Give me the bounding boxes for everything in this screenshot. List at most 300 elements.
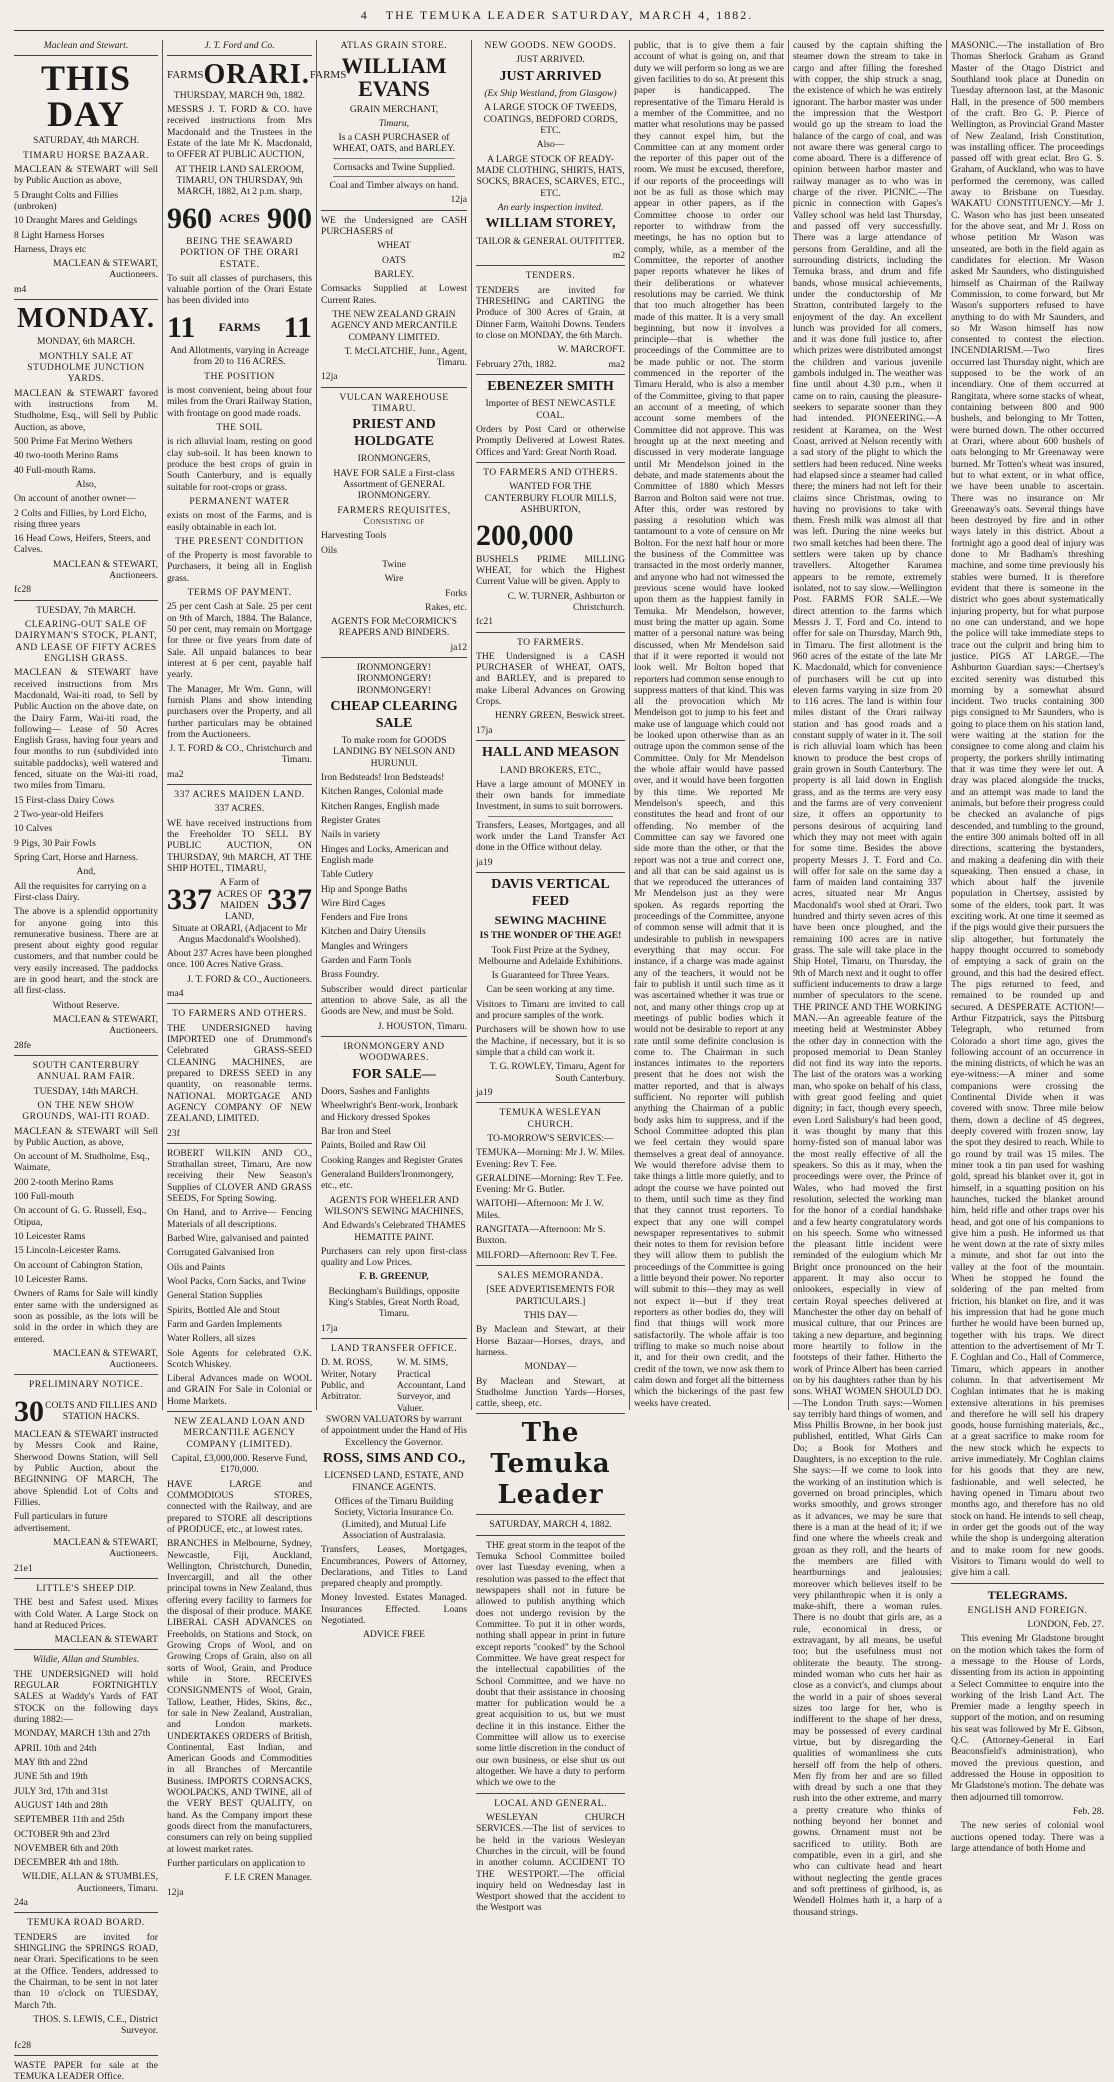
item: BARLEY.	[374, 268, 414, 280]
rule	[476, 374, 625, 375]
rule	[167, 55, 312, 56]
advert-body: GRAIN MERCHANT,	[349, 103, 439, 115]
notice-heading: TO FARMERS.	[517, 636, 584, 648]
rule	[476, 1535, 625, 1536]
advert-body: To suit all classes of purchasers, this valuable portion of the Orari Estate has been divided into	[167, 272, 312, 307]
item: Twine	[382, 558, 406, 570]
advert-body: Have a large amount of MONEY in their own hands for immediate Investment, in sums to suit borrowers.	[476, 778, 625, 813]
advert-body: Subscriber would direct particular attention to above Sale, as all the Goods are New, and must be Sold.	[321, 983, 467, 1018]
advert-body: About 237 Acres have been ploughed once. 100 Acres Native Grass.	[167, 948, 312, 971]
rule	[476, 1413, 625, 1414]
advert-body: To make room for GOODS LANDING BY NELSON AND HURUNUI.	[333, 735, 455, 769]
reserve-note: Without Reserve.	[52, 999, 120, 1011]
rule	[14, 1649, 158, 1650]
sale-heading: NEW GOODS. NEW GOODS.	[484, 40, 617, 51]
advert-body: MACLEAN & STEWART will Sell by Public Auction, as above,	[14, 1125, 158, 1148]
acres-label: A Farm of ACRES OF MAIDEN LAND,	[216, 877, 263, 923]
subheading: JUST ARRIVED.	[516, 54, 585, 66]
item: Register Grates	[321, 814, 381, 826]
rule	[476, 632, 625, 633]
item: Wheelwright's Bent-work, Ironbark and Hickory dressed Spokes	[321, 1100, 458, 1123]
notice-heading: PRELIMINARY NOTICE.	[28, 1379, 144, 1391]
advert-body: HAVE LARGE and COMMODIOUS STORES, connected with the Railway, and are prepared to STORE all descriptions of PRODUCE, etc., at lowest rates.	[167, 1478, 312, 1535]
rule	[321, 1338, 467, 1339]
advert-code: m4	[14, 283, 27, 295]
acres-label: ACRES	[219, 211, 260, 226]
item: Paints, Boiled and Raw Oil	[321, 1140, 426, 1152]
advert-body: Can be seen working at any time.	[486, 984, 615, 996]
advert-body: And Allotments, varying in Acreage from 20 to 116 ACRES.	[170, 345, 309, 368]
rule	[14, 299, 158, 300]
sale-date: TUESDAY, 7th MARCH.	[36, 604, 136, 616]
sale-venue: ON THE NEW SHOW GROUNDS, WAI-ITI ROAD.	[22, 1099, 150, 1123]
sale-heading: CLEARING-OUT SALE OF DAIRYMAN'S STOCK, PLANT, AND LEASE OF FIFTY ACRES ENGLISH GRASS.	[14, 619, 158, 664]
merchant-name: ROSS, SIMS AND CO.,	[322, 1450, 466, 1466]
advert-body: Cornsacks Supplied at Lowest Current Rates.	[321, 283, 467, 306]
item: Oils and Paints	[167, 1261, 226, 1273]
signature: MACLEAN & STEWART, Auctioneers.	[52, 1014, 158, 1037]
advert-code: ma2	[167, 768, 184, 780]
acreage-number: 337	[167, 883, 212, 917]
rule	[167, 1003, 312, 1004]
advert-body: (Ex Ship Westland, from Glasgow)	[484, 88, 617, 100]
advert-body: WANTED FOR THE CANTERBURY FLOUR MILLS, ASHBURTON,	[484, 481, 617, 515]
advert-code: fc21	[476, 616, 494, 628]
dateline: Feb. 28.	[1072, 1805, 1104, 1817]
farms-row	[167, 310, 312, 345]
item: Spring Cart, Horse and Harness.	[14, 851, 139, 863]
column-rule	[316, 40, 317, 1410]
date-item: JULY 3rd, 17th and 31st	[14, 1785, 108, 1797]
notice-date: February 27th, 1882.	[476, 358, 557, 370]
column-7	[951, 40, 1104, 1854]
memo-heading: SALES MEMORANDA.	[497, 1270, 604, 1282]
item: 8 Light Harness Horses	[14, 229, 105, 241]
agent-heading: Maclean and Stewart.	[43, 40, 129, 51]
item: Garden and Farm Tools	[321, 955, 412, 967]
signature: J. T. FORD & CO., Auctioneers.	[187, 973, 312, 985]
service-item: WAITOHI—Afternoon: Mr J. W. Miles.	[476, 1198, 604, 1221]
rule	[321, 387, 467, 388]
advert-body: Liberal Advances made on WOOL and GRAIN For Sale in Colonial or Home Markets.	[167, 1373, 312, 1407]
also-label: Also—	[536, 139, 565, 151]
subheading: FARMERS REQUISITES, Consisting of	[337, 504, 451, 527]
item: OATS	[382, 254, 406, 266]
news-text: caused by the captain shifting the steamer down the stream to take in cargo and after filling the foreshed with copper, the ship struck a snag, the existence of which he was entirely ignorant. The harbor master was under the impression that the Westport would go up the stream to load the balance of the cargo of coal, and was not aware there was general cargo to come aboard. There is a difference of opinion between harbor master and railway manager as to who was in charge of the river. PICNIC.—The picnic in connection with Gapes's Valley school was held last Thursday, and passed off very successfully. There was a large attendance of persons from Geraldine, and all the surrounding districts, including the Temuka brass, and drum and fife bands, whose musical achievements, under the conductorship of Mr Stratton, contributed largely to the enjoyment of the day. An excellent lunch was provided for all comers, and it was done full justice to, after which prizes were distributed amongst the children and various juvenile gambols indulged in. The weather was fine until about 4.30 p.m., when it came on to rain, causing the pleasure-seekers to separate sooner than they had intended. PIONEERING.—A resident at Karamea, on the West Coast, arrived at Nelson recently with a sad story of the plight to which the settlers had been reduced. Nine weeks had elapsed since a steamer had called there; the miners had not left for their claims since Christmas, owing to having no provisions to take with them. Fresh milk was almost all that was left. During the nine weeks but two small ketches had been there. The settlers were taken up by chance travellers. Altogether Karamea appears to be remote, extremely isolated, not to say slow.—Wellington Post. FARMS FOR SALE.—We direct attention to the farms which Messrs J. T. Ford and Co. intend to offer for sale on Thursday, March 9th, in Timaru. The first allotment is the 960 acres of the estate of the late Mr K. Macdonald, which for convenience of purchasers will be cut up into eleven farms varying in size from 20 to 116 acres. The land is within four miles distant of the Orari railway station and has good roads and a constant supply of water in it. The soil is rich alluvial loam which has been known to produce the best crops of grain grown in South Canterbury. The property is all laid down in English grass, and as the terms are very easy and the farms are of very convenient size, it offers an opportunity to persons desirous of acquiring land which they may not meet with again for some time. Besides the above property Messrs J. T. Ford and Co. will offer for sale on the same day a farm of maiden land containing 337 acres, situated near Mr Angus Macdonald's wool shed at Orari. Two hundred and thirty seven acres of this have been once ploughed, and the remaining 100 acres are in native grass. The sale will take place in the Ship Hotel, Timaru, on Thursday, the 9th of March next and it ought to offer sufficient inducements to draw a large number of speculators to the scene. THE PRINCE AND THE WORKING MAN.—An agreeable feature of the meeting held at Westminster Abbey the other day in connection with the proposed memorial to Dean Stanley did not find its way into the reports. The last of the orators was a working man, who spoke on behalf of his class, with great good feeling and quiet dignity; in fact, though every speech, even Lord Salisbury's had been good, it was thought by many that this horny-fisted son of manual labor was the most really effective of all the speakers. So this as it may, when the proceedings were over, the Prince of Wales, who had moved the first resolution, selected the working man for the honor of a cordial handshake and a few hearty congratulatory words on his speech. Some who witnessed the pleasant little incident were reminded of the eulogium which Mr Bright once pronounced on the heir apparent. It may also occur to onlookers, especially in view of certain Royal speeches delivered at Manchester the other day on behalf of musical culture, that our Princes are taking a new departure, and beginning more heartily to follow in the footsteps of their father. Hitherto the work of Prince Albert has been carried on by his daughters rather than by his sons. WHAT WOMEN SHOULD DO.—The London Truth says:—Women say terribly hard things of women, and Miss Phillis Browne, in her book just published, entitled, What Girls Can Do; a Book for Mothers and Daughters, is no exception to the rule. She says:—If we come to look into the working of an institution which is governed on broad principles, which works smoothly, and grows stronger as it advances, we may be sure that there is a man at the head of it; if we find one where the wheels creak and groan as they roll, and the hearts of the members are filled with heartburnings and jealousies; moreover which believes itself to be very philanthropic when it is only a make-shift, there a woman rules. There is no doubt that girls are, as a rule, economical in dress, or extravagant, by all means, be useful too; but the usefulness must not obliterate the beauty. The strong-minded woman who cuts her hair as close as a convict's, and clumps about the world in a pair of shoes several sizes too large for her, who is indifferent to the shape of her dress, may be possessed of every cardinal virtue, but by disregarding the qualities of womanliness she cuts herself off from the help of others. Men fly from her and are so filled with dread by such a one that they rush into the other extreme, and marry a pretty creature who thinks of nothing beyond her bonnet and gowns. Ornament must not be sacrificed to utility. Both are compatible, even in a girl, and she who can cultivate head and heart without neglecting the gentle graces and soft prettiness of girlhood, is, as Wendell Holmes hath it, a harp of a thousand strings.	[793, 40, 942, 1918]
advert-body: TAILOR & GENERAL OUTFITTER.	[476, 235, 625, 247]
signature: MACLEAN & STEWART, Auctioneers.	[52, 558, 158, 582]
product-heading: LITTLE'S SHEEP DIP.	[36, 1582, 136, 1594]
place-label: Timaru,	[378, 117, 410, 129]
date-item: JUNE 5th and 19th	[14, 1771, 88, 1783]
sale-date: TUESDAY, 14th MARCH.	[33, 1085, 139, 1097]
advert-code: 28fe	[14, 1039, 32, 1051]
column-rule	[629, 40, 630, 1410]
item: Corrugated Galvanised Iron	[167, 1247, 275, 1259]
orari-heading-row	[167, 59, 347, 91]
capital-line: Capital, £3,000,000. Reserve Fund, £170,000.	[171, 1453, 308, 1476]
merchant-name: WILLIAM STOREY,	[485, 216, 616, 232]
signature: MACLEAN & STEWART	[54, 1634, 158, 1646]
advert-body: By Maclean and Stewart, at Studholme Junction Yards—Horses, cattle, sheep, etc.	[476, 1375, 625, 1410]
item: Water Rollers, all sizes	[167, 1333, 256, 1345]
item: Kitchen Ranges, English made	[321, 800, 440, 812]
rule	[476, 1514, 625, 1515]
signature: MACLEAN & STEWART, Auctioneers.	[52, 1536, 158, 1560]
editorial-text: public, that is to give them a fair account of what is going on, and that duty we will perform so long as we are given facilities to do so. At present this paper is handicapped. The representative of the Timaru Herald is a member of the Committee, and no matter what resolutions may be passed they cannot expel him, but the Committee can at any moment order the reporter of this paper out of the room. We must be excused, therefore, if our reports of the proceedings will not be as full as those which may appear in other papers, as if the Committee choose to order our reporter to withdraw from the meetings, he has no option but to comply, while, as a member of the Committee, the reporter of another paper reports whatever he likes of their deliberations or whatever resolutions may be carried. We think that too much altogether has been made of this matter. It is a very small beginning, but now it involves a principle—that is whether the proceedings of the Committee are to be made public or not. The storm commenced in the reporter of the Timaru Herald, who is also a member of the Committee, giving to that paper an account of a meeting, of which account some members of the Committee did not approve. This was brought up at the next meeting and discussed in very moderate language until Mr Mendelson joined in the debate, and made statements about the Committee of 1880 which Messrs Barron and Bolton said were not true. After this, order was restored by passing a resolution which was tantamount to a vote of censure on Mr Bolton. For the next half hour or more the business of the Committee was transacted in the most orderly manner, and anyone who had not witnessed the previous scene would have looked upon them as the happiest family in Temuka. Mr Mendelson, however, must bring the matter up again. Some matter of a personal nature was being discussed, when Mr Mendelson said that if it were reported it would not look well. Mr Bolton hoped that reporters had common sense enough to suppress matters of that kind. This was all the provocation which Mr Mendelson got to jump to his feet and make use of language which could not be looked upon otherwise than as an outrage upon the common sense of the Committee. Only for Mr Mendelson the whole affair would have passed over, and it would have been forgotten by this time. We reported Mr Mendelson's speech, and this constitutes the head and front of our offending. No member of the Committee can say we favored one side more than the other, or that the report was not a true and correct one, and all that can be said against us is that we reproduced the utterances of Mr Mendelson just as they were spoken. As regards reporting the proceedings of the Committee, anyone of common sense will admit that it is undesirable to publish in newspapers everything that may occur. For instance, if a charge was made against any of the teachers, it would not be fair to publish it until such time as it was ascertained whether it was true or not, and many other things crop up at meetings of public bodies which it would not be desirable to report at any rate until some definite conclusion is come to. The Chairman in such instances intimates to the reporters present that he does not wish the matter reported, and that is always sufficient. No reporter will publish anything the Chairman of a public body asks him to suppress, and if the School Committee adopted this plan we feel certain they would spare themselves a great deal of annoyance. We would therefore advise them to take things a little more quietly, and to adopt the course we have pointed out to them, until such time as they find that they cannot trust reporters. To expect that any one will compel newspaper representatives to submit their notes to them for revision before they will allow them to publish the proceedings of the Committee is going a little beyond their power. No reporter will submit to this—they may as well not expect it—but if they treat reporters as other bodies do, they will find that things will work more satisfactorily. The whole affair is too trifling to make so much noise about it, and for their own credit, and the credit of the town, we now ask them to calm down and forget all the bitterness which the bickerings of the past few weeks have created.	[634, 40, 784, 1409]
column-6	[793, 40, 942, 1918]
item: Farm and Garden Implements	[167, 1318, 282, 1330]
advert-body: is rich alluvial loam, resting on good clay sub-soil. It has been known to produce the best crops of grain in South Canterbury, and is equally suitable for root-crops or grass.	[167, 436, 312, 493]
advert-body: The Manager, Mr Wm. Gunn, will furnish Plans and show intending purchasers over the Property, and all further particulars may be obtained from the Auctioneers.	[167, 683, 312, 740]
column-rule	[471, 40, 472, 1410]
advert-code: ma4	[167, 988, 184, 1000]
advert-body: BRANCHES in Melbourne, Sydney, Newcastle, Fiji, Auckland, Wellington, Christchurch, Dunedin, Invercargill, and all the other principal towns in New Zealand, thus offering every facility to farmers for the disposal of their produce. MAKE LIBERAL CASH ADVANCES on Freeholds, on Stations and Stock, on Growing Crops of Wool, and on Growing Crops of Grain, also on all sorts of Wool, Grain, and Produce while in Store. RECEIVES CONSIGNMENTS of Wool, Grain, Tallow, Leather, Hides, Skins, &c., for sale in New Zealand, Australian, and London markets. UNDERTAKES ORDERS of British, Continental, East Indian, and American Goods and Commodities in all Branches of Mercantile Business. IMPORTS CORNSACKS, WOOLPACKS, AND TWINE, all of the VERY BEST QUALITY, on hand. As the Company import these goods direct from the manufacturers, consumers can rely on being supplied at lowest market rates.	[167, 1538, 312, 1855]
advert-body: MACLEAN & STEWART instructed by Messrs Cook and Raine, Sherwood Downs Station, will Sell by Public Auction, about the BEGINNING OF MARCH, The above Splendid Lot of Colts and Fillies.	[14, 1429, 158, 1509]
advert-body: All the requisites for carrying on a First-class Dairy.	[14, 880, 147, 903]
monday-heading: MONDAY.	[17, 303, 155, 335]
company-heading: THE NEW ZEALAND GRAIN AGENCY AND MERCANTILE COMPANY LIMITED.	[330, 308, 458, 343]
column-3	[321, 40, 468, 1641]
advert-body: Purchasers can rely upon first-class quality and Low Prices.	[321, 1245, 467, 1269]
item: Iron Bedsteads! Iron Bedsteads!	[321, 772, 445, 783]
sale-heading: JUST ARRIVED	[499, 68, 602, 84]
rule	[476, 462, 625, 463]
advert-body: MACLEAN & STEWART favored with instructions from M. Studholme, Esq., will Sell by Public Auction, as above,	[14, 387, 158, 433]
advert-body: exists on most of the Farms, and is easily obtainable in each lot.	[167, 510, 312, 533]
column-rule	[788, 40, 789, 1410]
store-heading: VULCAN WAREHOUSE TIMARU.	[339, 391, 449, 415]
advert-body: Money Invested. Estates Managed. Insurances Effected. Loans Negotiated.	[321, 1592, 467, 1627]
sale-heading: 337 ACRES MAIDEN LAND.	[174, 789, 305, 801]
advert-body: Transfers, Leases, Mortgages, and all work under the Land Transfer Act done in the Office without delay.	[476, 819, 625, 854]
advert-body: ROBERT WILKIN AND CO., Strathallan street, Timaru, Are now receiving their New Season's Supplies of CLOVER AND GRASS SEEDS, For Spring Sowing.	[167, 1147, 312, 1205]
item: Brass Foundry.	[321, 969, 380, 981]
subheading: TO-MORROW'S SERVICES:—	[487, 1132, 614, 1144]
partner-name: D. M. ROSS, Writer, Notary Public, and Arbitrator.	[321, 1357, 377, 1403]
advert-body: is most convenient, being about four miles from the Orari Railway Station, with frontage on good made roads.	[167, 385, 312, 419]
also-label: Also,	[75, 478, 97, 490]
farms-label: FARMS	[309, 68, 347, 81]
signature: J. T. FORD & CO., Christchurch and Timaru.	[169, 743, 312, 766]
merchant-name: F. B. GREENUP,	[359, 1271, 429, 1283]
subheading: THE POSITION	[204, 370, 275, 382]
signature: MACLEAN & STEWART, Auctioneers.	[52, 1347, 158, 1371]
column-1	[14, 40, 158, 2082]
rule	[167, 784, 312, 785]
item: 40 Full-mouth Rams.	[14, 464, 96, 476]
rule	[476, 265, 625, 266]
advert-body: TENDERS are invited for SHINGLING the SPRINGS ROAD, near Orari. Specifications to be seen at the Office. Tenders, addressed to the Chairman, to be sent in not later than 10 o'clock on TUESDAY, March 7th.	[14, 1931, 158, 2011]
orari-heading: ORARI.	[203, 59, 310, 91]
item: 15 First-class Dairy Cows	[14, 794, 114, 806]
item: 2 Colts and Fillies, by Lord Elcho, rising three years	[14, 507, 147, 530]
item: Barbed Wire, galvanised and painted	[167, 1233, 309, 1245]
sale-heading: IRONMONGERY AND WOODWARES.	[343, 1040, 445, 1064]
rule	[333, 176, 455, 177]
advert-body: MACLEAN & STEWART will Sell by Public Auction as above,	[14, 163, 158, 187]
date-item: APRIL 10th and 24th	[14, 1742, 97, 1754]
advert-body: MESSRS J. T. FORD & CO. have received instructions from Mrs Macdonald and the Trustees in the Estate of the late Mr K. Macdonald, to OFFER AT PUBLIC AUCTION,	[167, 104, 312, 161]
rule	[14, 1055, 158, 1056]
account-label: On account of M. Studholme, Esq., Waimate,	[14, 1151, 150, 1174]
item: Nails in variety	[321, 829, 381, 841]
item: 15 Lincoln-Leicester Rams.	[14, 1245, 121, 1257]
item: Mangles and Wringers	[321, 940, 408, 952]
sale-venue: TIMARU HORSE BAZAAR.	[23, 149, 149, 161]
subheading: THE PRESENT CONDITION	[175, 535, 304, 547]
colts-heading: COLTS AND FILLIES AND STATION HACKS.	[45, 1400, 157, 1423]
advert-code: 17ja	[476, 724, 493, 736]
item: Wire	[384, 573, 404, 585]
item: Hip and Sponge Baths	[321, 883, 408, 895]
item: General Station Supplies	[167, 1290, 263, 1302]
office-heading: LAND TRANSFER OFFICE.	[330, 1343, 458, 1355]
advert-code: fc28	[14, 584, 32, 596]
date-item: NOVEMBER 6th and 20th	[14, 1842, 119, 1854]
date-item: MAY 8th and 22nd	[14, 1756, 88, 1768]
advert-code: ja19	[476, 1086, 493, 1098]
merchant-name: PRIEST AND HOLDGATE	[352, 417, 436, 449]
item: Hinges and Locks, American and English made	[321, 843, 449, 866]
advert-body: A LARGE STOCK OF READY-MADE CLOTHING, SHIRTS, HATS, SOCKS, BRACES, SCARVES, ETC., ETC.	[476, 153, 625, 199]
item: Table Cutlery	[321, 869, 374, 881]
item: 10 Leicester Rams.	[14, 1273, 88, 1285]
sale-venue: MONTHLY SALE AT STUDHOLME JUNCTION YARDS.	[27, 350, 145, 385]
rule	[167, 1143, 312, 1144]
section-heading: LOCAL AND GENERAL.	[494, 1797, 607, 1809]
advert-body: WE have received instructions from the Freeholder TO SELL BY PUBLIC AUCTION, ON THURSDAY, 9th MARCH, AT THE SHIP HOTEL, TIMARU,	[167, 817, 312, 874]
dateline: LONDON, Feb. 27.	[1027, 1618, 1104, 1630]
advert-body: LAND BROKERS, ETC.,	[499, 764, 601, 776]
rule	[14, 1374, 158, 1375]
item: 200 2-tooth Merino Rams	[14, 1176, 114, 1188]
item: Rakes, etc.	[425, 601, 467, 613]
item: 10 Leicester Rams	[14, 1231, 86, 1243]
subheading: TERMS OF PAYMENT.	[187, 587, 292, 599]
sale-heading: 337 ACRES.	[214, 803, 265, 815]
rule	[321, 1036, 467, 1037]
rule	[488, 816, 613, 817]
advert-body: AGENTS FOR WHEELER AND WILSON'S SEWING MACHINES,	[324, 1194, 464, 1217]
item: 16 Head Cows, Heifers, Steers, and Calves.	[14, 533, 151, 556]
advert-body: IRONMONGERS,	[357, 453, 431, 465]
service-item: RANGITATA—Afternoon: Mr S. Buxton.	[476, 1224, 606, 1247]
date-item: AUGUST 14th and 28th	[14, 1799, 108, 1811]
item: WHEAT	[377, 240, 411, 252]
advert-code: 24a	[14, 1897, 28, 1909]
signature: WILDIE, ALLAN & STUMBLES, Auctioneers, Timaru.	[22, 1871, 158, 1894]
column-4	[476, 40, 625, 1914]
issue-date: SATURDAY, MARCH 4, 1882.	[489, 1519, 612, 1531]
rule	[321, 657, 467, 658]
rule	[14, 600, 158, 601]
advert-code: 12ja	[321, 371, 338, 383]
item: Generaland Builders'Ironmongery, etc., etc.	[321, 1168, 454, 1192]
editorial-text: THE great storm in the teapot of the Temuka School Committee boiled over last Tuesday evening, when a resolution was passed to the effect that newspapers shall not in future be allowed to publish anything which does not undergo revision by the Committee. To put it in other words, nothing shall appear in print in future except reports "cooked" by the School Committee. We have great respect for the intellectual capabilities of the School Committee, and we have no doubt that their assistance in choosing matter for publication would be a great acquisition to us, but we must decline it in this instance. Either the Committee will allow us to exercise some little discretion in the conduct of our own business, or else shut us out altogether. We have a duty to perform which we owe to the	[476, 1539, 625, 1789]
newspaper-nameplate: The Temuka Leader	[490, 1418, 611, 1510]
item: Cooking Ranges and Register Grates	[321, 1154, 463, 1166]
advert-body: Transfers, Leases, Mortgages, Encumbrances, Powers of Attorney, Declarations, and Titles to Land prepared cheaply and promptly.	[321, 1544, 467, 1590]
item: Wool Packs, Corn Sacks, and Twine	[167, 1275, 306, 1287]
signature: T. McCLATCHIE, Junr., Agent, Timaru.	[344, 345, 467, 369]
section-heading: TELEGRAMS.	[987, 1587, 1068, 1602]
news-text: This evening Mr Gladstone brought on the motion which takes the form of a message to the House of Lords, dissenting from its action in appointing a Select Committee to enquire into the working of the Irish Land Act. The Premier made a lengthy speech in support of the motion, and on resuming his seat was followed by Mr E. Gibson, Q.C. (Attorney-General in Earl Beaconsfield's administration), who moved the previous question, and addressed the House in opposition to Mr Gladstone's motion. The debate was then adjourned till tomorrow.	[951, 1633, 1104, 1803]
subheading: THE SOIL	[216, 422, 263, 434]
estate-heading: BEING THE SEAWARD PORTION OF THE ORARI ESTATE.	[180, 235, 299, 270]
item: Harvesting Tools	[321, 530, 387, 542]
sale-heading: IRONMONGERY! IRONMONGERY! IRONMONGERY!	[356, 662, 432, 696]
advert-body: WE the Undersigned are CASH PURCHASERS of	[321, 214, 467, 237]
farms-number: 11	[283, 310, 312, 344]
service-item: TEMUKA—Morning: Mr J. W. Miles. Evening: Rev T. Fee.	[476, 1147, 625, 1170]
sale-venue: AT THEIR LAND SALEROOM, TIMARU, ON THURSDAY, 9th MARCH, 1882, At 2 p.m. sharp,	[175, 163, 304, 198]
bushels-row	[476, 518, 625, 553]
signature: C. W. TURNER, Ashburton or Christchurch.	[507, 590, 625, 613]
advert-body: THE UNDERSIGNED having IMPORTED one of Drummond's Celebrated GRASS-SEED CLEANING MACHINES, are prepared to DRESS SEED in any quantity, on reasonable terms. NATIONAL MORTGAGE AND AGENCY COMPANY OF NEW ZEALAND, LIMITED.	[167, 1022, 312, 1125]
agent-heading: J. T. Ford and Co.	[204, 40, 275, 51]
rule	[476, 1265, 625, 1266]
advert-code: fc28	[14, 2039, 32, 2051]
advert-body: Situate at ORARI, (Adjacent to Mr Angus Macdonald's Woolshed).	[172, 922, 307, 945]
item: Spirits, Bottled Ale and Stout	[167, 1304, 280, 1316]
acreage-number: 900	[267, 201, 312, 235]
advert-body: Visitors to Timaru are invited to call and procure samples of the work.	[476, 998, 625, 1022]
item: Wire Bird Cages	[321, 897, 386, 909]
advert-body: Offices of the Timaru Building Society, Victoria Insurance Co. (Limited), and Mutual Life Association of Australasia.	[334, 1495, 454, 1541]
item: Doors, Sashes and Fanlights	[321, 1086, 430, 1098]
advert-body: Orders by Post Card or otherwise Promptly Delivered at Lowest Rates. Offices and Yard: Great North Road.	[476, 424, 625, 458]
bushels-number: 200,000	[476, 519, 574, 553]
advert-body: A LARGE STOCK OF TWEEDS, COATINGS, BEDFORD CORDS, ETC.	[483, 102, 618, 137]
rule	[476, 1793, 625, 1794]
advert-body: Full particulars in future advertisement.	[14, 1511, 108, 1534]
item: 9 Pigs, 30 Pair Fowls	[14, 837, 96, 849]
colts-heading-row	[14, 1394, 158, 1429]
advert-body: Importer of BEST NEWCASTLE COAL.	[485, 398, 616, 421]
notice-heading: TO FARMERS AND OTHERS.	[483, 466, 618, 478]
advert-body: Coal and Timber always on hand.	[329, 180, 459, 192]
acres-row	[167, 877, 312, 922]
partner-name: W. M. SIMS, Practical Accountant, Land Surveyor, and Valuer.	[396, 1357, 466, 1414]
store-heading: ATLAS GRAIN STORE.	[340, 40, 448, 51]
sale-date: THURSDAY, MARCH 9th, 1882.	[173, 89, 306, 101]
item: 100 Full-mouth	[14, 1191, 74, 1203]
this-day-heading: THIS DAY	[40, 58, 132, 135]
rule	[321, 210, 467, 211]
merchant-name: EBENEZER SMITH	[487, 378, 614, 394]
advert-code: ja19	[476, 856, 493, 868]
rule	[14, 1912, 158, 1913]
rule	[14, 2055, 158, 2056]
advert-body: THE Undersigned is a CASH PURCHASER of WHEAT, OATS, and BARLEY, and is prepared to make Liberal Advances on Growing Crops.	[476, 650, 625, 708]
acreage-number: 337	[267, 883, 312, 917]
product-heading: SEWING MACHINE	[494, 913, 607, 928]
item: 5 Draught Colts and Fillies (unbroken)	[14, 189, 118, 212]
item: Fenders and Fire Irons	[321, 912, 408, 924]
account-label: On account of Cabington Station,	[14, 1259, 143, 1271]
item: Harness, Drays etc	[14, 243, 87, 255]
advert-code: 17ja	[321, 1322, 338, 1334]
advert-body: On Hand, and to Arrive— Fencing Materials of all descriptions.	[167, 1207, 312, 1230]
acreage-number: 960	[167, 201, 212, 235]
notice-heading: TO FARMERS AND OTHERS.	[172, 1008, 307, 1020]
advert-body: Further particulars on application to	[167, 1857, 306, 1869]
rule	[14, 1578, 158, 1579]
advert-body: WASTE PAPER for sale at the TEMUKA LEADER Office.	[14, 2059, 158, 2082]
advert-body: Beckingham's Buildings, opposite King's Stables, Great North Road, Timaru.	[328, 1285, 460, 1320]
merchant-name: WILLIAM EVANS	[341, 53, 447, 102]
signature: MACLEAN & STEWART, Auctioneers.	[52, 258, 158, 281]
advert-body: HAVE FOR SALE a First-class Assortment of GENERAL IRONMONGERY.	[333, 467, 455, 502]
signature: T. G. ROWLEY, Timaru, Agent for South Canterbury.	[489, 1061, 625, 1084]
column-rule	[162, 40, 163, 1410]
rule	[476, 1102, 625, 1103]
rule	[476, 872, 625, 873]
notice-heading: TENDERS.	[525, 270, 576, 282]
colts-number: 30	[14, 1394, 44, 1428]
farms-label: FARMS	[167, 68, 204, 81]
sale-heading: CHEAP CLEARING SALE	[330, 699, 458, 731]
subheading: MONDAY—	[524, 1361, 577, 1373]
advert-code: 12ja	[450, 194, 467, 206]
item: Oils	[321, 544, 337, 556]
page-number: 4	[360, 8, 369, 22]
advert-code: m2	[612, 250, 625, 262]
item: 40 two-tooth Merino Rams	[14, 450, 119, 462]
item: 10 Calves	[14, 823, 53, 835]
advert-body: of the Property is most favorable to Purchasers, it being all in English grass.	[167, 550, 312, 584]
partners-row	[321, 1357, 467, 1414]
masthead-rule	[14, 30, 1104, 31]
advert-body: The above is a splendid opportunity for anyone going into this remunerative business. There are at present about eighty good regular customers, and that number could be very easily increased. The paddocks are in good heart, and the stock are all first-class.	[14, 906, 158, 997]
signature: W. MARCROFT.	[557, 344, 625, 356]
advert-body: By Maclean and Stewart, at their Horse Bazaar—Horses, drays, and harness.	[476, 1324, 625, 1358]
advert-body: 25 per cent Cash at Sale. 25 per cent on 9th of March, 1884. The Balance, 50 per cent, may remain on Mortgage for three or five years from date of Sale. All unpaid balances to bear interest at 6 per cent, payable half yearly.	[167, 601, 312, 681]
product-heading: DAVIS VERTICAL FEED	[491, 877, 610, 909]
subheading: THIS DAY—	[523, 1309, 578, 1321]
rule	[14, 55, 158, 56]
sale-heading: SOUTH CANTERBURY ANNUAL RAM FAIR.	[32, 1059, 140, 1083]
item: 2 Two-year-old Heifers	[14, 809, 104, 821]
column-rule	[946, 40, 947, 1410]
date-item: MONDAY, MARCH 13th and 27th	[14, 1728, 151, 1740]
advert-body: BUSHELS PRIME MILLING WHEAT, for which the Highest Current Value will be given. Apply to	[476, 553, 625, 588]
news-text: The new series of colonial wool auctions opened today. There was a large attendance of both Home and	[951, 1820, 1104, 1854]
item: Kitchen and Dairy Utensils	[321, 926, 426, 938]
advert-body: An early inspection invited.	[497, 201, 604, 213]
advert-body: Took First Prize at the Sydney, Melbourne and Adelaide Exhibitions.	[478, 944, 623, 967]
subheading: [SEE ADVERTISEMENTS FOR PARTICULARS.]	[486, 1284, 615, 1307]
advert-body: Purchasers will be shown how to use the Machine, if necessary, but it is so simple that a child can work it.	[476, 1024, 625, 1059]
advert-body: ADVICE FREE	[362, 1629, 426, 1641]
date-row	[476, 359, 625, 370]
sale-heading: FOR SALE—	[352, 1066, 436, 1082]
agent-heading: Wildie, Allan and Stumbles.	[32, 1654, 140, 1666]
advert-body: TENDERS are invited for THRESHING and CARTING the Produce of 300 Acres of Grain, at Dinner Farm, Waitohi Downs. Tenders to close on MONDAY, the 6th March.	[476, 284, 625, 341]
advert-body: And Edwards's Celebrated THAMES HEMATITE PAINT.	[322, 1220, 466, 1243]
column-5	[634, 40, 784, 1410]
subheading: ENGLISH AND FOREIGN.	[967, 1604, 1088, 1616]
and-label: And,	[76, 866, 96, 878]
signature: F. LE CREN Manager.	[224, 1872, 312, 1884]
advert-body: MACLEAN & STEWART have received instructions from Mrs Macdonald, Wai-iti road, to Sell by Public Auction on the above date, on the Dairy Farm, Wai-iti road, the following— Lease of 50 Acres English Grass, having four years and four months to run (subdivided into suitable paddocks), well watered and fenced, situate on the Wai-iti road, two miles from Timaru.	[14, 667, 158, 792]
advert-code: 12ja	[167, 1886, 184, 1898]
news-text: MASONIC.—The installation of Bro Thomas Sherlock Graham as Grand Master of the Otago District and Southland took place at Dunedin on Tuesday afternoon last, at the Masonic Hall, in the presence of 500 members of the craft. Bro G. P. Pierce of Wellington, as Provincial Grand Master of New Zealand, Irish Constitution, was installing officer. The proceedings passed off with great eclat. Bro G. S. Graham, of Auckland, who was to have performed the ceremony, was called away to Brisbane on Tuesday. WAKATU CONSTITUENCY.—Mr J. C. Wason who has just been unseated for the above seat, and Mr J. Ross on whose petition Mr Wason was unseated, are both in the field again as candidates for election. Mr Wason asked Mr Saunders, who distinguished himself as Chairman of the Railway Commission, to come forward, but Mr Wason's supporters refused to have anything to do with Mr Saunders, and so Mr Wason himself has now consented to contest the election. INCENDIARISM.—Two fires occurred last Thursday night, which are supposed to be the work of an incendiary. One of them occurred at Rangitata, where some stacks of wheat, containing between 800 and 900 bushels, and belonging to Mr Totten, were burned down. The other occurred at Orari, where about 600 bushels of oats belonging to Mr Greenaway were burned. Mr Totten's wheat was insured, but to what extent, or in what office, we have been unable to ascertain. There was no insurance on Mr Greenaway's oats. Several things have been destroyed by fire and in other ways lately in this district. About a fortnight ago a good deal of injury was done to Mr Badham's threshing machine, and some time previously his stables were burned. It is therefore evident that there is someone in the district who goes about systematically injuring property, but for what purpose no one can understand, and we hope the police will take immediate steps to trace out the culprit and bring him to justice. PIGS AT LARGE.—The Ashburton Guardian says:—Chertsey's excited serenity was disturbed this morning by a somewhat absurd incident. Two trucks containing 300 pigs consigned to Mr Saunders, who is going to place them on his station land, were waiting at the station for the consignee to come along and claim his property, the porkers shrilly intimating that it was time they were let out. A dray was placed alongside the trucks, and an attempt was made to land the animals, but before their progress could be checked an avalanche of pigs descended, and tumbling to the ground, the entire 300 animals bolted off in all directions, scattering the bystanders, and making a deafening din with their squeaking. Then ensued a chase, in which about half the juvenile population in Chertsey, assisted by some of the elders, took part. It was exciting work. At one time it seemed as if the pigs would give their pursuers the slip altogether, but fortunately the happy thought occurred to somebody of emptying a sack of grain on the ground, and this had the desired effect. The pigs returned to feed, and remained to be rounded up and secured. A DESPERATE ACTION!—Arthur Fitzpatrick, says the Pittsburg Telegraph, who returned from Colorado a short time ago, gives the following account of an occurrence in the mining districts, of which he was an eye-witness:—A miner and some companions were crossing the Continental Divide when it was covered with snow. Three mile below them, down a decline of 45 degrees, deeply covered with frozen snow, lay the spot they desired to reach. While to go round by trail was 15 miles. The miner took a tin pan used for washing gold, spread his blanket over it, got in himself, in a squatting position on his haunches, tucked the blanket around him, held rifle and other traps over his head, and got one of his companions to give him a push. He informed us that he went down at the rate of sixty miles a minute, and shot far out into the valley at the foot of the mountain. When he stopped he found the soldering of the pan melted from friction, his blanket on fire, and it was his impression that had he gone much further he would have been burned up, together with his traps. We direct attention to the advertisement of Mr T. F. Coghlan and Co., Hall of Commerce, Timaru, which appears in another column. In that advertisement Mr Coghlan intimates that he is making extensive alterations in his premises and therefore he will sell his drapery goods, house furnishing materials, &c., at a great sacrifice to make room for the new stock which he expects to arrive immediately. Mr Coghlan claims for his goods that they are new, fashionable, and well selected, he having opened in Timaru about two months ago, and therefore has no old stock on hand. He intends to sell cheap, in order get the goods out of the way while the shop is undergoing alteration and to make room for new goods. Visitors to Timaru would do well to give him a call.	[951, 40, 1104, 1579]
farms-label: FARMS	[218, 320, 261, 335]
merchant-name: HALL AND MEASON	[482, 745, 619, 760]
advert-code: ja12	[450, 641, 467, 653]
